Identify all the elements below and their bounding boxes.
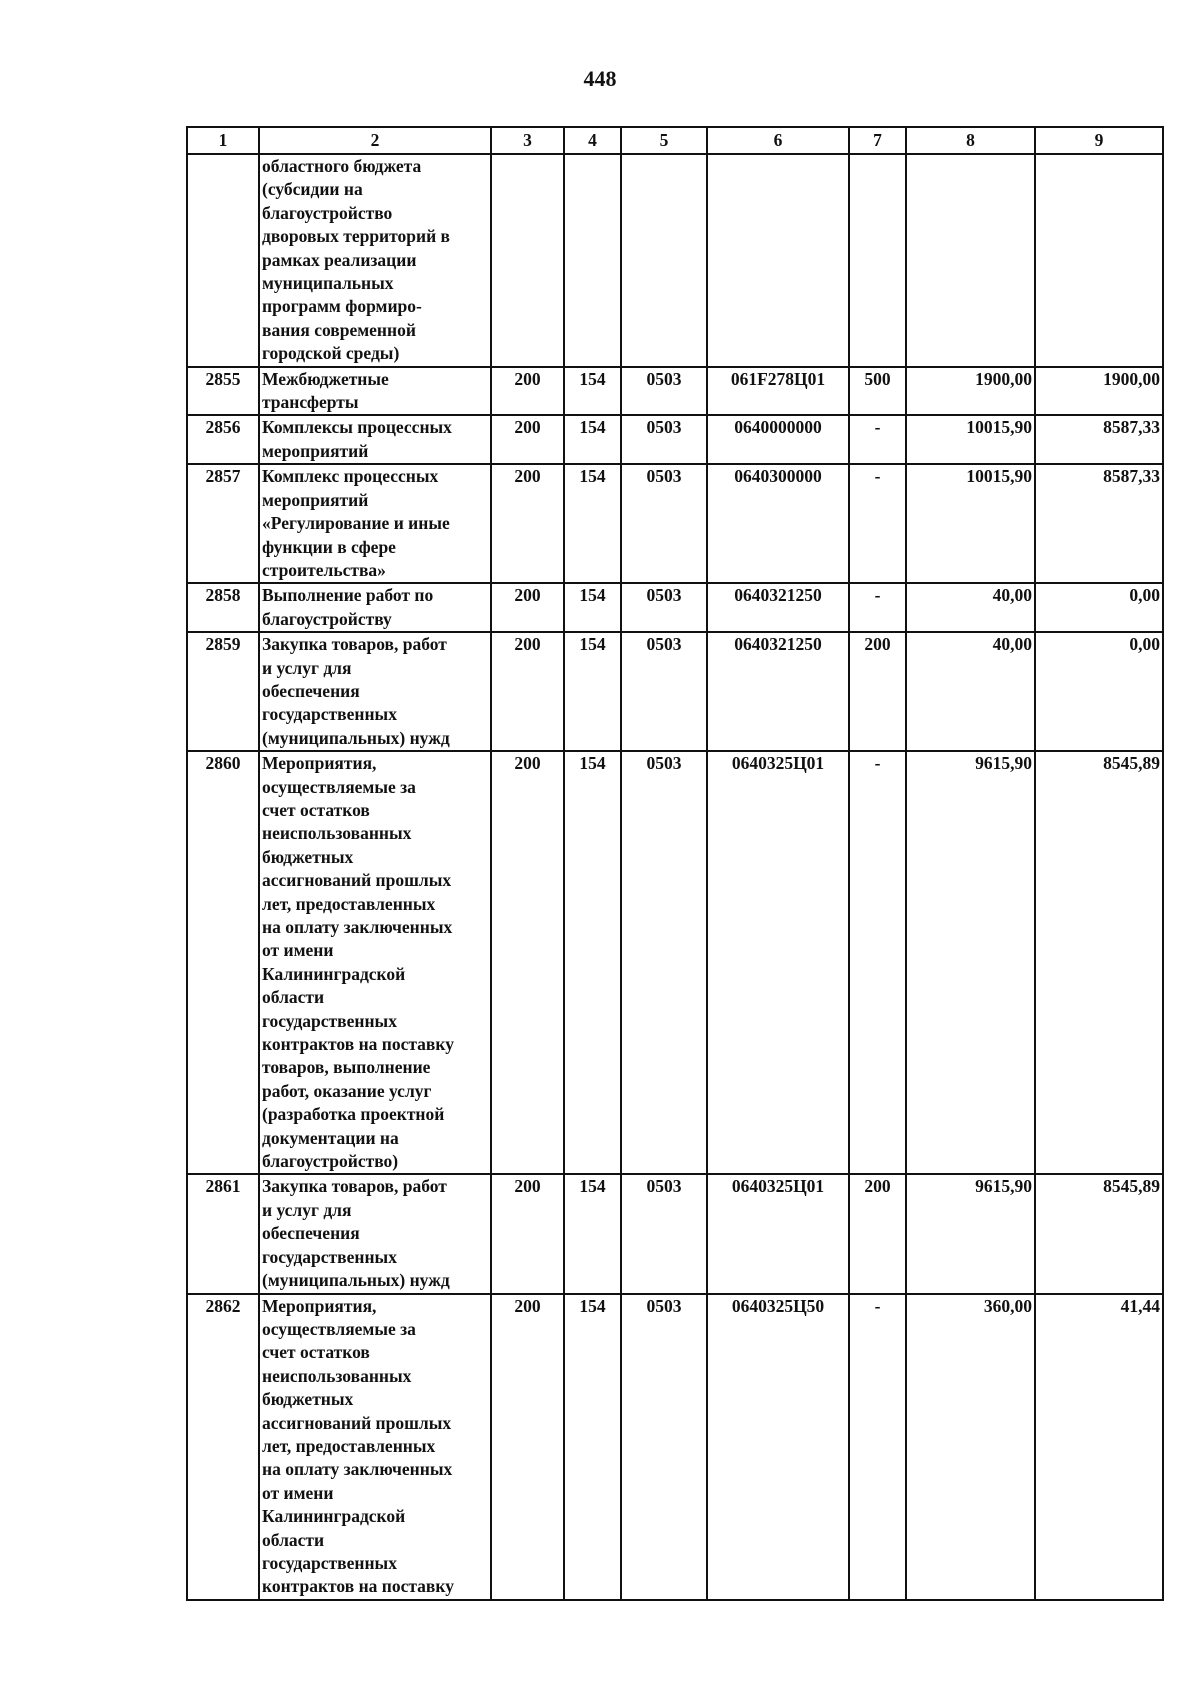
column-3-cell: 200 [491,367,564,416]
header-cell: 7 [849,127,906,154]
description-line: и услуг для [262,1199,352,1220]
column-8-cell [906,154,1035,367]
description-line: товаров, выполнение [262,1057,431,1078]
description-line: на оплату заключенных [262,1459,453,1480]
description-cell [259,583,491,632]
description-line: документации на [262,1127,399,1148]
description-line: области [262,987,325,1008]
description-cell [259,632,491,751]
column-9-cell [1035,154,1163,367]
description-line: лет, предоставленных [262,893,436,914]
description-line: государственных [262,1246,397,1267]
description-cell [259,367,491,416]
description-cell [259,751,491,1174]
description-line: бюджетных [262,1389,354,1410]
column-9-cell: 41,44 [1035,1294,1163,1600]
description-line: Мероприятия, [262,753,377,774]
column-4-cell [564,154,621,367]
column-4-cell: 154 [564,583,621,632]
description-line: на оплату заключенных [262,917,453,937]
column-6-cell: 0640325Ц50 [707,1294,849,1600]
description-line: рамках реализации [262,249,417,270]
description-line: (муниципальных) нужд [262,1270,450,1291]
column-4-cell: 154 [564,1174,621,1293]
column-8-cell: 10015,90 [906,415,1035,464]
column-7-cell: - [849,583,906,632]
table-row [187,367,1163,416]
row-number-cell: 2858 [187,583,259,632]
description-line: государственных [262,1010,397,1031]
column-9-cell: 0,00 [1035,583,1163,632]
column-7-cell: 200 [849,632,906,751]
table-row [187,1174,1163,1293]
description-line: (муниципальных) нужд [262,727,450,748]
column-7-cell: - [849,751,906,1174]
row-number-cell: 2855 [187,367,259,416]
description-line: строительства» [262,559,386,580]
description-line: функции в сфере [262,536,396,557]
column-3-cell: 200 [491,1294,564,1600]
column-3-cell: 200 [491,464,564,583]
column-3-cell: 200 [491,583,564,632]
column-5-cell: 0503 [621,1174,707,1293]
row-number-cell: 2857 [187,464,259,583]
description-line: благоустройство) [262,1151,399,1172]
column-8-cell: 10015,90 [906,464,1035,583]
column-7-cell: 500 [849,367,906,416]
description-cell [259,1294,491,1600]
column-6-cell: 0640000000 [707,415,849,464]
description-line: областного бюджета [262,156,422,176]
row-number-cell: 2856 [187,415,259,464]
column-6-cell: 0640325Ц01 [707,1174,849,1293]
description-line: мероприятий [262,440,369,461]
description-line: (субсидии на [262,179,363,200]
description-line: муниципальных [262,273,394,294]
row-number-cell: 2860 [187,751,259,1174]
header-cell: 8 [906,127,1035,154]
description-line: программ формиро- [262,296,422,317]
column-4-cell: 154 [564,367,621,416]
column-5-cell: 0503 [621,367,707,416]
description-line: обеспечения [262,1223,360,1244]
description-line: государственных [262,1552,397,1573]
description-line: от имени [262,1482,334,1503]
column-9-cell: 8587,33 [1035,415,1163,464]
column-7-cell: 200 [849,1174,906,1293]
description-line: государственных [262,704,397,725]
column-3-cell: 200 [491,632,564,751]
description-line: Комплексы процессных [262,417,452,438]
description-cell [259,464,491,583]
description-line: бюджетных [262,846,354,867]
column-5-cell: 0503 [621,583,707,632]
row-number-cell: 2861 [187,1174,259,1293]
column-9-cell: 1900,00 [1035,367,1163,416]
table-row [187,464,1163,583]
column-5-cell: 0503 [621,1294,707,1600]
column-6-cell [707,154,849,367]
column-4-cell: 154 [564,632,621,751]
description-line: Калининградской [262,1506,406,1527]
description-line: вания современной [262,319,416,340]
row-number-cell: 2859 [187,632,259,751]
description-line: Выполнение работ по [262,585,434,606]
column-5-cell: 0503 [621,464,707,583]
header-cell: 1 [187,127,259,154]
description-line: дворовых территорий в [262,226,450,247]
column-9-cell: 8545,89 [1035,1174,1163,1293]
header-cell: 9 [1035,127,1163,154]
description-line: контрактов на поставку [262,1576,454,1597]
description-line: счет остатков [262,799,370,820]
header-cell: 3 [491,127,564,154]
description-line: благоустройство [262,202,393,223]
description-line: Закупка товаров, работ [262,1176,447,1197]
column-3-cell: 200 [491,1174,564,1293]
column-3-cell: 200 [491,751,564,1174]
column-5-cell: 0503 [621,632,707,751]
description-line: неиспользованных [262,1365,412,1386]
column-9-cell: 0,00 [1035,632,1163,751]
description-line: Закупка товаров, работ [262,634,447,655]
column-8-cell: 9615,90 [906,751,1035,1174]
description-line: Калининградской [262,963,406,984]
header-cell: 6 [707,127,849,154]
column-6-cell: 0640325Ц01 [707,751,849,1174]
column-7-cell: - [849,415,906,464]
description-line: мероприятий [262,489,369,510]
column-8-cell: 40,00 [906,632,1035,751]
description-line: Межбюджетные [262,368,389,389]
description-line: Мероприятия, [262,1295,377,1316]
column-4-cell: 154 [564,464,621,583]
column-6-cell: 0640321250 [707,583,849,632]
column-4-cell: 154 [564,415,621,464]
column-5-cell: 0503 [621,751,707,1174]
budget-table [186,126,1164,1601]
description-line: области [262,1529,325,1550]
column-7-cell: - [849,1294,906,1600]
column-8-cell: 1900,00 [906,367,1035,416]
description-line: неиспользованных [262,823,412,844]
table-row [187,415,1163,464]
description-line: и услуг для [262,657,352,678]
header-cell: 5 [621,127,707,154]
description-line: Комплекс процессных [262,466,439,487]
column-7-cell [849,154,906,367]
description-line: лет, предоставленных [262,1435,436,1456]
row-number-cell [187,154,259,367]
table-row [187,632,1163,751]
column-6-cell: 0640300000 [707,464,849,583]
description-line: обеспечения [262,680,360,701]
row-number-cell: 2862 [187,1294,259,1600]
column-6-cell: 0640321250 [707,632,849,751]
column-8-cell: 40,00 [906,583,1035,632]
description-line: от имени [262,940,334,961]
description-cell [259,1174,491,1293]
description-line: осуществляемые за [262,776,416,797]
header-row [187,127,1163,154]
description-line: благоустройству [262,608,392,629]
header-cell: 4 [564,127,621,154]
description-cell [259,154,491,367]
description-line: «Регулирование и иные [262,513,450,534]
description-line: трансферты [262,392,359,413]
column-3-cell [491,154,564,367]
description-line: ассигнований прошлых [262,1412,452,1433]
table-body [187,154,1163,1600]
description-line: ассигнований прошлых [262,870,452,891]
table-row [187,1294,1163,1600]
description-cell [259,415,491,464]
description-line: счет остатков [262,1342,370,1363]
column-9-cell: 8545,89 [1035,751,1163,1174]
table-row [187,154,1163,367]
description-line: (разработка проектной [262,1104,445,1125]
header-cell: 2 [259,127,491,154]
description-line: работ, оказание услуг [262,1080,432,1101]
page-number: 448 [583,66,617,91]
column-8-cell: 360,00 [906,1294,1035,1600]
description-line: осуществляемые за [262,1318,416,1339]
column-3-cell: 200 [491,415,564,464]
column-4-cell: 154 [564,751,621,1174]
column-6-cell: 061F278Ц01 [707,367,849,416]
column-5-cell [621,154,707,367]
column-7-cell: - [849,464,906,583]
description-line: контрактов на поставку [262,1034,454,1055]
column-5-cell: 0503 [621,415,707,464]
table-row [187,751,1163,1174]
description-line: городской среды) [262,343,400,364]
column-4-cell: 154 [564,1294,621,1600]
column-8-cell: 9615,90 [906,1174,1035,1293]
column-9-cell: 8587,33 [1035,464,1163,583]
table-row [187,583,1163,632]
